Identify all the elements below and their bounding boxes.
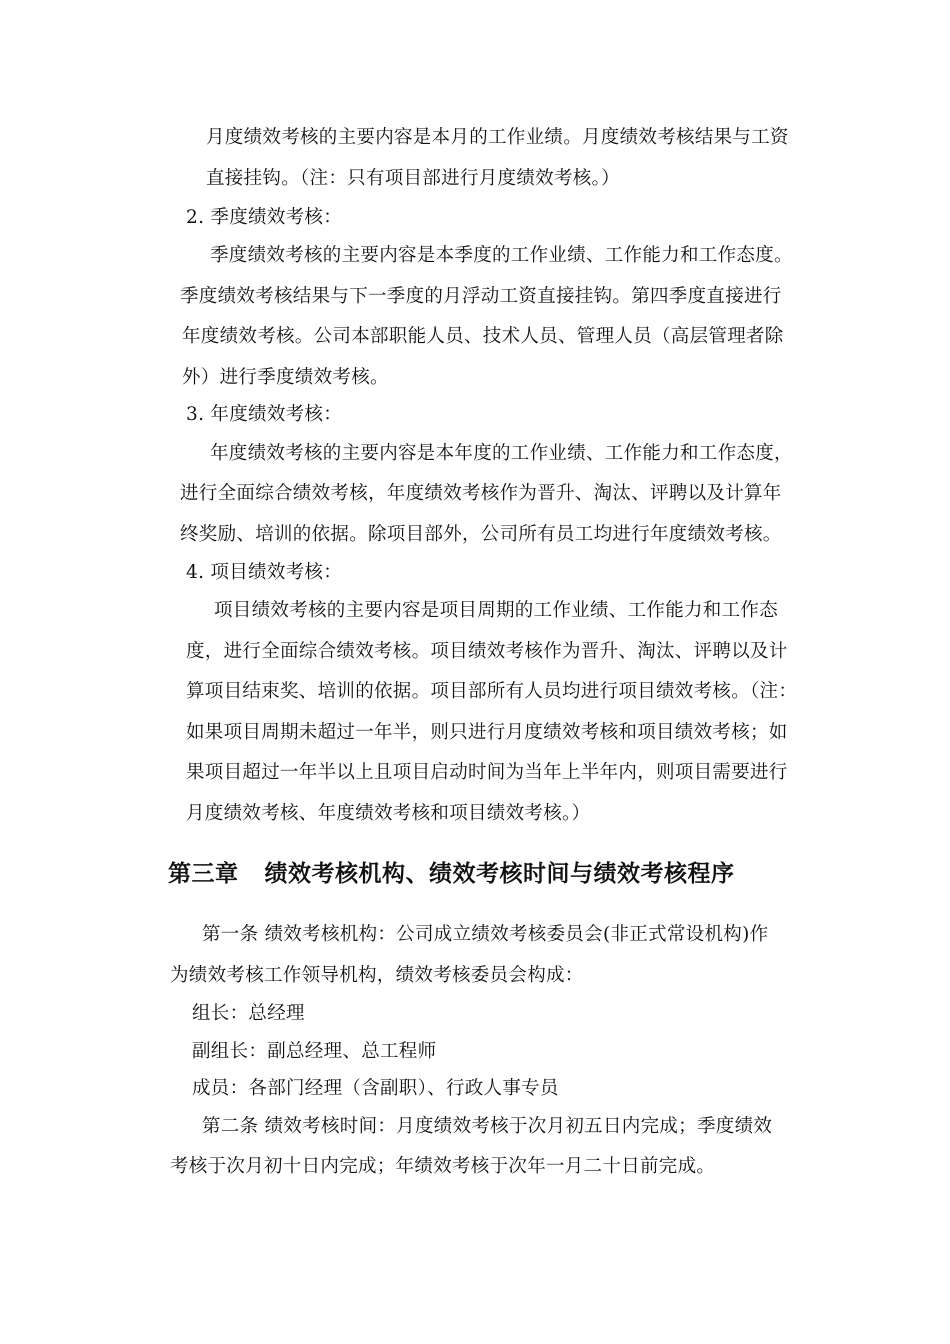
quarterly-paragraph-line-2: 季度绩效考核结果与下一季度的月浮动工资直接挂钩。第四季度直接进行	[180, 286, 782, 307]
quarterly-paragraph-line-4: 外）进行季度绩效考核。	[182, 367, 389, 388]
chapter-heading	[168, 859, 735, 889]
project-paragraph-line-1: 项目绩效考核的主要内容是项目周期的工作业绩、工作能力和工作态	[214, 600, 779, 621]
article-2-line-2: 考核于次月初十日内完成；年绩效考核于次年一月二十日前完成。	[170, 1156, 716, 1177]
monthly-paragraph-line-2: 直接挂钩。（注：只有项目部进行月度绩效考核。）	[206, 168, 620, 189]
project-paragraph-line-3: 算项目结束奖、培训的依据。项目部所有人员均进行项目绩效考核。（注：	[186, 681, 798, 702]
annual-paragraph-line-3: 终奖励、培训的依据。除项目部外，公司所有员工均进行年度绩效考核。	[180, 524, 782, 545]
project-paragraph-line-6: 月度绩效考核、年度绩效考核和项目绩效考核。）	[186, 803, 591, 824]
monthly-paragraph-line-1: 月度绩效考核的主要内容是本月的工作业绩。月度绩效考核结果与工资	[206, 127, 789, 148]
chapter-title: 绩效考核机构、绩效考核时间与绩效考核程序	[264, 861, 735, 887]
quarterly-paragraph-line-1: 季度绩效考核的主要内容是本季度的工作业绩、工作能力和工作态度。	[210, 245, 793, 266]
chapter-number: 第三章	[168, 861, 239, 887]
project-paragraph-line-4: 如果项目周期未超过一年半，则只进行月度绩效考核和项目绩效考核；如	[186, 722, 788, 743]
quarterly-heading: 2. 季度绩效考核：	[186, 207, 343, 228]
article-2-line-1: 第二条 绩效考核时间：月度绩效考核于次月初五日内完成；季度绩效	[202, 1116, 773, 1137]
project-heading: 4. 项目绩效考核：	[186, 562, 343, 583]
article-1-line-1: 第一条 绩效考核机构：公司成立绩效考核委员会(非正式常设机构)作	[202, 924, 769, 945]
article-1-line-2: 为绩效考核工作领导机构，绩效考核委员会构成：	[170, 965, 584, 986]
project-paragraph-line-5: 果项目超过一年半以上且项目启动时间为当年上半年内，则项目需要进行	[186, 762, 788, 783]
project-paragraph-line-2: 度，进行全面综合绩效考核。项目绩效考核作为晋升、淘汰、评聘以及计	[186, 641, 788, 662]
committee-members: 成员：各部门经理（含副职）、行政人事专员	[192, 1078, 559, 1099]
annual-paragraph-line-2: 进行全面综合绩效考核，年度绩效考核作为晋升、淘汰、评聘以及计算年	[180, 483, 782, 504]
committee-leader: 组长：总经理	[192, 1003, 305, 1024]
annual-heading: 3. 年度绩效考核：	[186, 404, 343, 425]
quarterly-paragraph-line-3: 年度绩效考核。公司本部职能人员、技术人员、管理人员（高层管理者除	[182, 326, 784, 347]
annual-paragraph-line-1: 年度绩效考核的主要内容是本年度的工作业绩、工作能力和工作态度，	[210, 443, 793, 464]
committee-vice-leader: 副组长：副总经理、总工程师	[192, 1041, 437, 1062]
